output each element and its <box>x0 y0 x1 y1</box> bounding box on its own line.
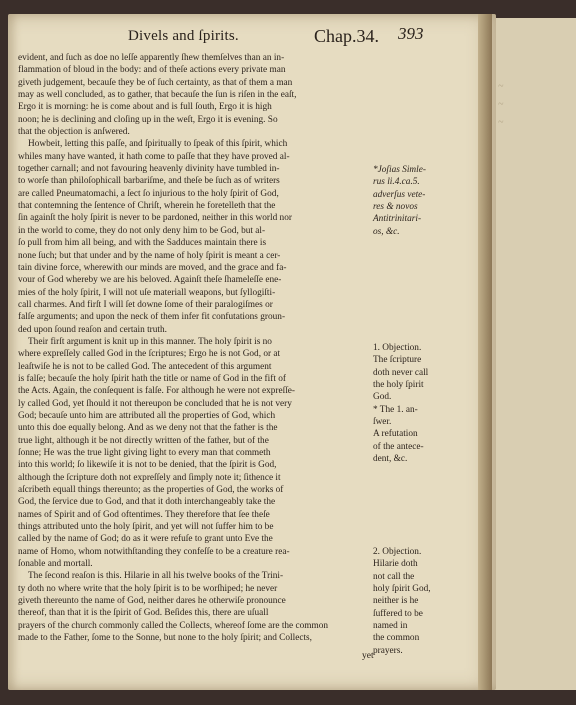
text-line: name of Homo, whom notwithſtanding they confeſſe to be a creature rea- <box>18 546 290 557</box>
text-line: evident, and ſuch as doe no leſſe apparently ſhew themſelves than an in- <box>18 53 285 63</box>
text-line: call charmes. And firſt I will ſet downe ſome of their paralogiſmes or <box>18 299 273 310</box>
running-title: Divels and ſpirits. <box>128 28 239 44</box>
text-line: called by the name of God; do as it were refuſe to grant unto Eve the <box>18 534 273 545</box>
text-line: whiles many have wanted, it hath come to paſſe that they have proved al- <box>18 151 290 162</box>
margin-note-line: ſuffered to be <box>373 608 423 619</box>
margin-note-line: not call the <box>373 571 415 582</box>
chapter-label: Chap.34. <box>314 26 379 46</box>
margin-note-line: A refutation <box>373 429 418 440</box>
text-line: that the objection is anſwered. <box>18 127 130 138</box>
text-line: is falſe; becauſe the holy ſpirit hath the title or name of God in the fift of <box>18 373 286 384</box>
text-line: vour of God whereby we are his beloved. Againſt theſe ſhameleſſe ene- <box>18 275 282 286</box>
text-line: Their firſt argument is knit up in this manner. The holy ſpirit is no <box>28 336 272 347</box>
text-line: the Acts. Again, the conſequent is falſe. For although he were not expreſſe- <box>18 386 296 397</box>
margin-note-line: the holy ſpirit <box>373 380 424 391</box>
text-line: falſe arguments; and upon the neck of them infer fit confutations groun- <box>18 312 286 323</box>
text-line: Ergo it is morning: he is come about and is full ſouth, Ergo it is high <box>18 102 272 113</box>
text-line: Howbeit, letting this paſſe, and ſpiritually to ſpeak of this ſpirit, which <box>28 139 288 150</box>
text-line: made to the Father, ſome to the Sonne, but none to the holy ſpirit; and Collects, <box>18 633 312 644</box>
margin-note-line: neither is he <box>373 596 419 607</box>
text-line: none ſuch; but that under and by the name of holy ſpirit is meant a cer- <box>18 250 281 261</box>
text-line: names of Spirit and of God oftentimes. They therefore that ſee theſe <box>18 509 270 520</box>
text-line: in the world to come, they do not only deny him to be God, but al- <box>18 225 266 236</box>
margin-note-line: God. <box>373 392 392 403</box>
text-line: ly called God, yet ſhould it not thereupon be concluded that he is not very <box>18 398 292 409</box>
text-line: ſin againſt the holy ſpirit is never to be pardoned, neither in this world nor <box>18 213 292 224</box>
text-line: together carnall; and not favouring heavenly divinity have tumbled in- <box>18 164 280 175</box>
text-line: God, the ſervice due to God, and that it doth interchangeably take the <box>18 497 276 508</box>
text-line: where expreſſely called God in the ſcriptures; Ergo he is not God, or at <box>18 349 281 360</box>
margin-note-line: adverſus vete- <box>373 189 426 200</box>
margin-note-line: os, &c. <box>373 226 400 237</box>
margin-note-line: the common <box>373 633 420 644</box>
text-line: giveth thereunto the name of God, neither dares he otherwiſe pronounce <box>18 596 286 607</box>
text-line: ded upon ſound reaſon and certain truth. <box>18 324 167 335</box>
text-line: mies of the holy ſpirit, I will not uſe materiall weapons, but ſyllogiſti- <box>18 287 276 298</box>
margin-note-line: Antitrinitari- <box>373 214 422 225</box>
facing-page-bleed-marks: ~ ~ ~ <box>498 81 504 128</box>
margin-note-line: Hilarie doth <box>373 559 418 570</box>
margin-note-line: named in <box>373 621 408 632</box>
text-line: noon; he is declining and cloſing up in the weſt, Ergo it is evening. So <box>18 114 278 125</box>
text-line: unto this doe equally belong. And as we deny not that the father is the <box>18 423 278 434</box>
margin-note-line: prayers. <box>373 645 403 656</box>
text-line: are called Pneumatomachi, a ſect ſo injurious to the holy ſpirit of God, <box>18 188 279 199</box>
main-text-column <box>18 52 374 645</box>
text-line: into this world; ſo likewiſe it is not to be denied, that the ſpirit is God, <box>18 460 277 471</box>
text-line: leaſtwiſe he is not to be called God. The antecedent of this argument <box>18 361 272 372</box>
text-line: true light, although it be not directly written of the father, but of the <box>18 435 269 446</box>
text-line: flammation of bloud in the body: and of theſe actions every private man <box>18 65 286 76</box>
page-number: 393 <box>398 24 424 43</box>
text-line: things attributed unto the holy ſpirit, and yet will not ſuffer him to be <box>18 522 274 533</box>
text-line: ty doth no where write that the holy ſpirit is to be worſhiped; he never <box>18 583 278 594</box>
text-line: tain divine force, wherewith our minds are moved, and the grace and fa- <box>18 262 287 273</box>
text-line: aſcribeth equall things thereunto; as the properties of God, the works of <box>18 485 284 496</box>
text-line: ſonable and mortall. <box>18 559 93 570</box>
margin-note-line: 2. Objection. <box>373 547 422 557</box>
text-line: prayers of the church commonly called the Collects, whereof ſome are the common <box>18 620 329 631</box>
text-line: that contemning the ſentence of Chriſt, wherein he foretelleth that the <box>18 201 276 212</box>
text-line: The ſecond reaſon is this. Hilarie in all his twelve books of the Trini- <box>28 571 284 582</box>
margin-note-line: 1. Objection. <box>373 343 422 353</box>
text-line: although the ſcripture doth not expreſſely and ſimply note it; ſithence it <box>18 472 281 483</box>
text-line: to worſe than philoſophicall barbariſme, and theſe be ſuch as of writers <box>18 176 280 187</box>
text-line: may as well concluded, as to gather, that becauſe the ſun is riſen in the eaſt, <box>18 90 297 101</box>
margin-note-line: rus li.4.ca.5. <box>373 177 420 188</box>
text-line: giveth judgement, becauſe they be of ſuch certainty, as that of them a man <box>18 77 293 88</box>
margin-note-line: *Joſias Simle- <box>373 165 426 175</box>
margin-note-line: of the antece- <box>373 441 424 452</box>
margin-note-line: dent, &c. <box>373 454 408 465</box>
margin-note-line: res & novos <box>373 202 418 213</box>
page-gutter <box>478 14 492 690</box>
margin-note-first-objection <box>373 342 473 465</box>
margin-note-line: * The 1. an- <box>373 404 418 415</box>
text-line: thereof, than that it is the ſpirit of God. Beſides this, there are uſuall <box>18 608 269 619</box>
facing-page-edge <box>486 18 576 690</box>
catchword: yet <box>362 651 374 661</box>
text-line: God; becauſe unto him are attributed all the properties of God, which <box>18 410 276 421</box>
margin-note-line: doth never call <box>373 367 429 378</box>
margin-note-second-objection <box>373 546 473 657</box>
running-header <box>18 22 463 50</box>
margin-note-line: The ſcripture <box>373 355 422 366</box>
text-line: ſo pull from him all being, and with the Sadduces maintain there is <box>18 238 267 249</box>
margin-note-line: holy ſpirit God, <box>373 584 431 595</box>
margin-note-citation <box>373 164 473 238</box>
text-line: ſonne; He was the true light giving light to every man that commeth <box>18 448 271 458</box>
margin-note-line: ſwer. <box>373 417 392 428</box>
